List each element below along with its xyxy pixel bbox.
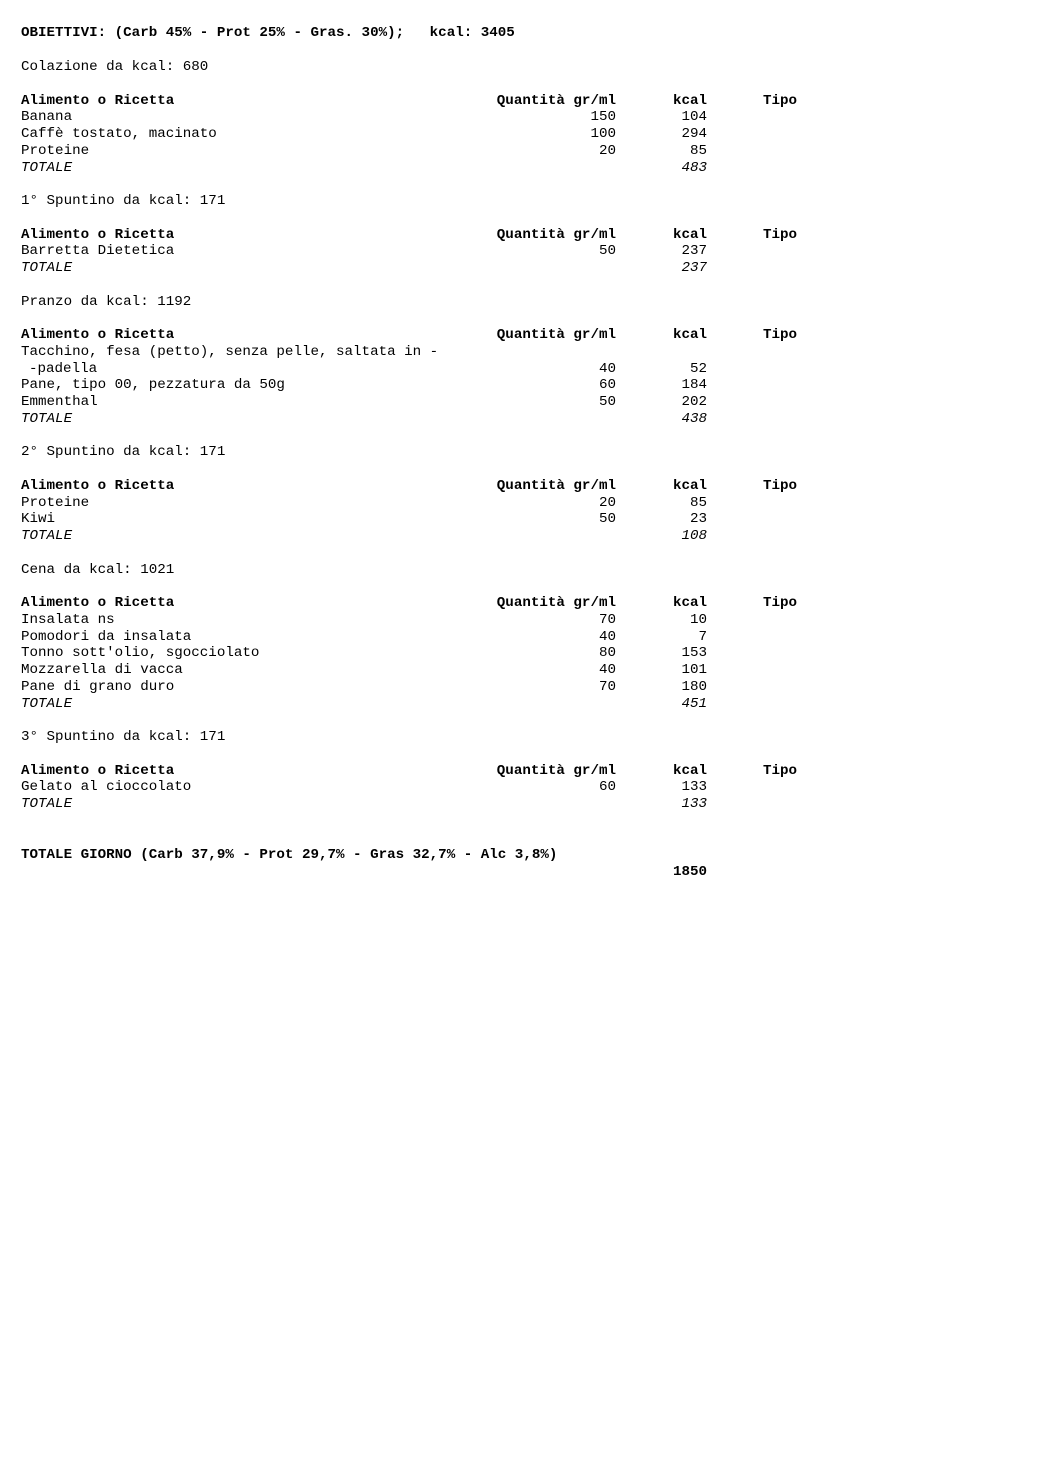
food-kcal: 7 [698, 628, 707, 645]
header-qty: Quantità gr/ml [496, 477, 616, 494]
food-name: Pane di grano duro [21, 678, 175, 695]
header-name: Alimento o Ricetta [21, 595, 175, 611]
food-name-continued: -padella [29, 360, 98, 377]
food-row [0, 679, 1062, 696]
food-kcal: 85 [689, 142, 707, 159]
food-qty: 60 [598, 377, 616, 394]
day-total-row [0, 830, 1062, 880]
food-kcal: 52 [689, 360, 707, 377]
food-row [0, 143, 1062, 160]
day-total-kcal: 1850 [672, 863, 707, 880]
table-header-row [0, 93, 1062, 110]
table-header-row [0, 763, 1062, 780]
food-kcal: 180 [681, 678, 707, 695]
food-kcal: 237 [681, 243, 707, 260]
food-name: Caffè tostato, macinato [21, 126, 217, 142]
food-name: Pomodori da insalata [21, 628, 192, 645]
meal-total-kcal: 108 [681, 528, 707, 544]
food-kcal: 104 [681, 109, 707, 126]
food-row [0, 126, 1062, 143]
meal-total-label: TOTALE [21, 528, 73, 544]
food-name: Kiwi [21, 511, 56, 528]
header-name: Alimento o Ricetta [21, 226, 175, 243]
header-qty: Quantità gr/ml [496, 595, 616, 611]
food-kcal: 294 [681, 126, 707, 142]
header-tipo: Tipo [763, 327, 798, 343]
meal-total-kcal: 133 [681, 796, 707, 812]
meal-title: 1° Spuntino da kcal: 171 [21, 193, 226, 209]
food-name: Proteine [21, 142, 90, 159]
meal-title-row [0, 193, 1062, 210]
objectives-text: OBIETTIVI: (Carb 45% - Prot 25% - Gras. 30%); kcal: 3405 [21, 25, 515, 41]
food-qty: 100 [590, 126, 616, 142]
meal-title: Cena da kcal: 1021 [21, 561, 175, 578]
food-row [0, 645, 1062, 662]
food-qty: 150 [590, 109, 616, 126]
meal-total-row [0, 696, 1062, 713]
meal-total-row [0, 528, 1062, 545]
meal-title-row [0, 562, 1062, 579]
meal-title-row [0, 59, 1062, 76]
header-name: Alimento o Ricetta [21, 762, 175, 779]
food-name: Gelato al cioccolato [21, 779, 192, 796]
food-kcal: 101 [681, 662, 707, 678]
meal-title: Pranzo da kcal: 1192 [21, 293, 192, 310]
food-kcal: 184 [681, 377, 707, 394]
food-qty: 40 [598, 662, 616, 678]
header-kcal: kcal [672, 477, 707, 494]
meal-title-row [0, 729, 1062, 746]
food-kcal: 133 [681, 779, 707, 796]
food-kcal: 202 [681, 394, 707, 410]
food-row [0, 495, 1062, 512]
header-qty: Quantità gr/ml [496, 762, 616, 779]
food-row [0, 662, 1062, 679]
food-row [0, 629, 1062, 646]
meal-total-kcal: 451 [681, 695, 707, 712]
food-qty: 80 [598, 645, 616, 662]
meal-total-label: TOTALE [21, 159, 73, 176]
food-qty: 50 [598, 511, 616, 528]
meal-title: 2° Spuntino da kcal: 171 [21, 444, 226, 461]
food-qty: 70 [598, 678, 616, 695]
header-kcal: kcal [672, 595, 707, 611]
header-qty: Quantità gr/ml [496, 327, 616, 343]
food-row [0, 377, 1062, 394]
food-qty: 50 [598, 394, 616, 410]
meal-title-row [0, 444, 1062, 461]
header-kcal: kcal [672, 327, 707, 343]
table-header-row [0, 327, 1062, 344]
food-row [0, 511, 1062, 528]
food-row-continuation [0, 361, 1062, 378]
meal-total-kcal: 438 [681, 410, 707, 427]
food-name: Banana [21, 109, 73, 126]
food-name: Tacchino, fesa (petto), senza pelle, saltata in - [21, 343, 439, 360]
meal-total-label: TOTALE [21, 796, 73, 812]
header-name: Alimento o Ricetta [21, 92, 175, 109]
food-qty: 60 [598, 779, 616, 796]
meal-title: Colazione da kcal: 680 [21, 59, 209, 75]
header-qty: Quantità gr/ml [496, 226, 616, 243]
food-name: Insalata ns [21, 611, 115, 628]
food-name: Mozzarella di vacca [21, 662, 183, 678]
meal-total-row [0, 160, 1062, 177]
food-name: Barretta Dietetica [21, 243, 175, 260]
header-kcal: kcal [672, 92, 707, 109]
food-name: Emmenthal [21, 394, 98, 410]
meal-total-row [0, 260, 1062, 277]
food-qty: 20 [598, 142, 616, 159]
header-tipo: Tipo [763, 477, 798, 494]
header-tipo: Tipo [763, 595, 798, 611]
food-kcal: 23 [689, 511, 707, 528]
meal-total-kcal: 483 [681, 159, 707, 176]
header-name: Alimento o Ricetta [21, 477, 175, 494]
food-row [0, 394, 1062, 411]
table-header-row [0, 227, 1062, 244]
meal-title-row [0, 294, 1062, 311]
objectives-line [0, 8, 1062, 41]
food-name: Tonno sott'olio, sgocciolato [21, 645, 260, 662]
header-name: Alimento o Ricetta [21, 327, 175, 343]
food-row [0, 612, 1062, 629]
food-qty: 40 [598, 360, 616, 377]
table-header-row [0, 478, 1062, 495]
food-kcal: 10 [689, 611, 707, 628]
header-qty: Quantità gr/ml [496, 92, 616, 109]
food-name: Pane, tipo 00, pezzatura da 50g [21, 377, 285, 394]
meal-total-label: TOTALE [21, 410, 73, 427]
table-header-row [0, 595, 1062, 612]
header-kcal: kcal [672, 762, 707, 779]
meal-title: 3° Spuntino da kcal: 171 [21, 729, 226, 745]
meal-total-kcal: 237 [681, 260, 707, 276]
header-tipo: Tipo [763, 762, 798, 779]
food-name: Proteine [21, 494, 90, 511]
food-qty: 20 [598, 494, 616, 511]
food-kcal: 153 [681, 645, 707, 662]
header-tipo: Tipo [763, 226, 798, 243]
food-qty: 70 [598, 611, 616, 628]
day-total-label: TOTALE GIORNO (Carb 37,9% - Prot 29,7% - Gras 32,7% - Alc 3,8%) [21, 846, 558, 863]
food-row [0, 109, 1062, 126]
food-kcal: 85 [689, 494, 707, 511]
header-tipo: Tipo [763, 92, 798, 109]
food-qty: 50 [598, 243, 616, 260]
food-qty: 40 [598, 628, 616, 645]
food-row [0, 779, 1062, 796]
header-kcal: kcal [672, 226, 707, 243]
meal-total-label: TOTALE [21, 695, 73, 712]
meal-total-row [0, 796, 1062, 813]
food-row [0, 344, 1062, 361]
food-row [0, 243, 1062, 260]
meal-total-row [0, 411, 1062, 428]
meal-total-label: TOTALE [21, 260, 73, 276]
